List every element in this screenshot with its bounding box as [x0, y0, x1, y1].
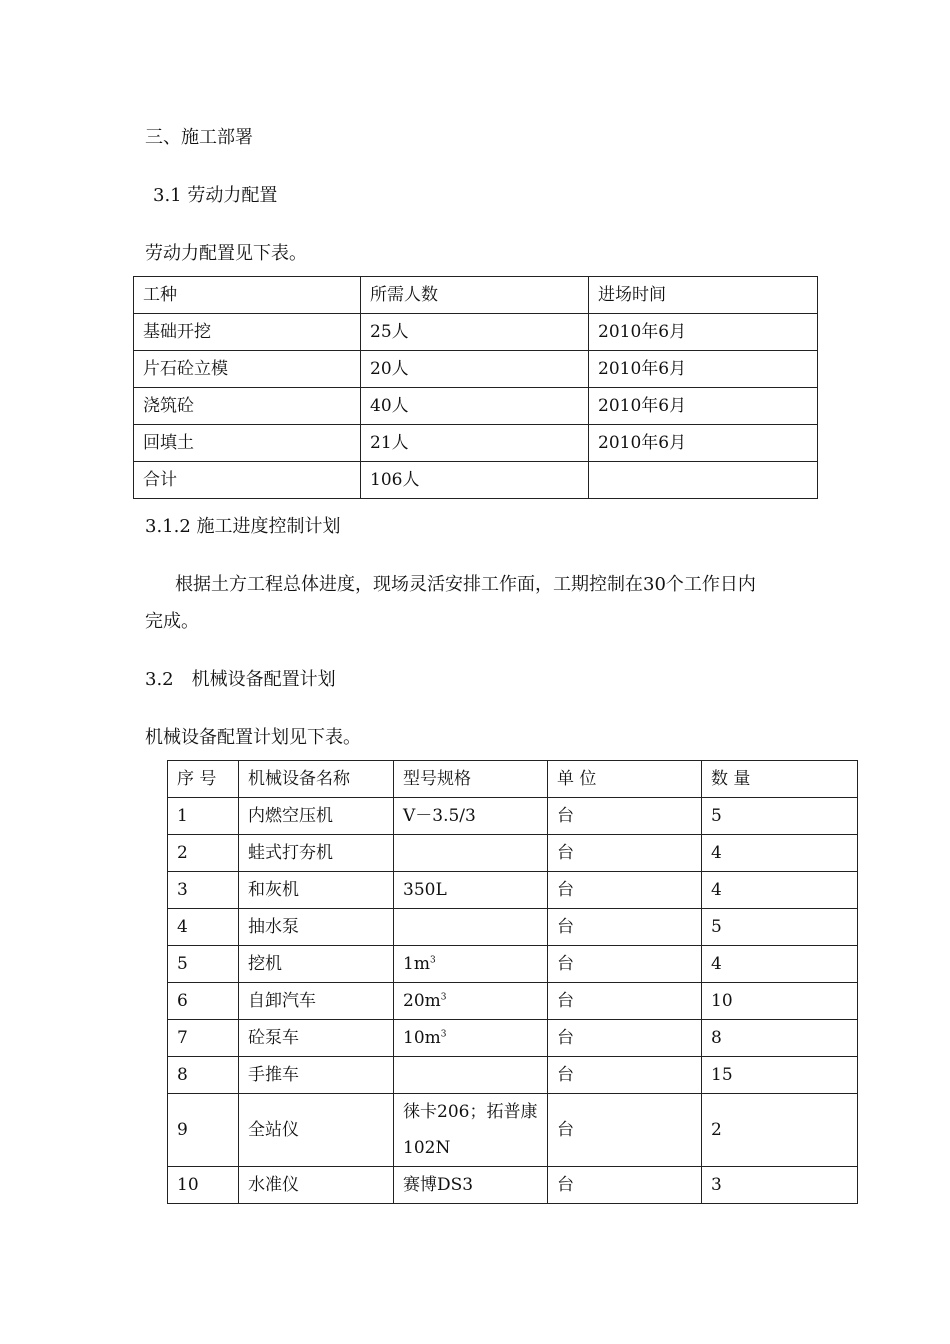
- table-cell: 台: [548, 1167, 702, 1204]
- table-cell: 5: [168, 946, 239, 983]
- table-row: [168, 1094, 858, 1167]
- table-cell: 6: [168, 983, 239, 1020]
- table-row: [168, 946, 858, 983]
- subheading-schedule: 3.1.2 施工进度控制计划: [145, 516, 341, 537]
- equipment-table-header: [168, 761, 858, 798]
- header-cell: 序 号: [168, 761, 239, 798]
- table-row: [134, 388, 818, 425]
- table-row: [168, 835, 858, 872]
- table-cell: 1: [168, 798, 239, 835]
- table-cell: 5: [702, 798, 858, 835]
- table-cell: 40人: [361, 388, 589, 425]
- schedule-text-line-1: 根据土方工程总体进度，现场灵活安排工作面，工期控制在30个工作日内: [175, 574, 756, 595]
- table-cell: 4: [702, 835, 858, 872]
- table-cell: $20m^3$: [394, 983, 548, 1020]
- table-cell: 砼泵车: [239, 1020, 394, 1057]
- table-cell: 4: [702, 946, 858, 983]
- table-row: [134, 314, 818, 351]
- labor-table-header: [134, 277, 818, 314]
- table-cell: 21人: [361, 425, 589, 462]
- table-row: [168, 872, 858, 909]
- table-cell: 台: [548, 872, 702, 909]
- table-cell: 赛博DS3: [394, 1167, 548, 1204]
- table-cell: 回填土: [134, 425, 361, 462]
- table-cell: 内燃空压机: [239, 798, 394, 835]
- table-cell: 2010年6月: [589, 388, 818, 425]
- table-cell: 3: [702, 1167, 858, 1204]
- table-row: [168, 983, 858, 1020]
- table-cell: 徕卡206；拓普康102N: [394, 1094, 548, 1167]
- table-cell: 台: [548, 1057, 702, 1094]
- table-cell: 7: [168, 1020, 239, 1057]
- table-row: [168, 798, 858, 835]
- table-cell: 浇筑砼: [134, 388, 361, 425]
- table-cell: [589, 462, 818, 499]
- table-cell: [394, 1057, 548, 1094]
- table-row-total: [134, 462, 818, 499]
- equipment-table: [167, 760, 858, 1204]
- table-cell: 25人: [361, 314, 589, 351]
- table-cell: 台: [548, 1020, 702, 1057]
- schedule-text-line-2: 完成。: [145, 611, 199, 632]
- table-row: [168, 1057, 858, 1094]
- table-cell: 台: [548, 909, 702, 946]
- table-row: [134, 351, 818, 388]
- subheading-equipment: 3.2 机械设备配置计划: [145, 669, 336, 690]
- table-cell: $1m^3$: [394, 946, 548, 983]
- section-heading: 三、施工部署: [145, 127, 253, 148]
- table-cell: 2: [168, 835, 239, 872]
- table-cell: 片石砼立模: [134, 351, 361, 388]
- table-cell: 350L: [394, 872, 548, 909]
- table-cell: 蛙式打夯机: [239, 835, 394, 872]
- table-cell: 台: [548, 946, 702, 983]
- table-cell: 10: [702, 983, 858, 1020]
- table-cell: 8: [702, 1020, 858, 1057]
- table-cell: 抽水泵: [239, 909, 394, 946]
- table-cell: 台: [548, 835, 702, 872]
- table-cell: 9: [168, 1094, 239, 1167]
- subheading-labor: 3.1 劳动力配置: [153, 185, 278, 206]
- table-cell: 20人: [361, 351, 589, 388]
- table-cell: [394, 909, 548, 946]
- table-cell: 3: [168, 872, 239, 909]
- table-row: [168, 909, 858, 946]
- header-cell: 型号规格: [394, 761, 548, 798]
- table-cell: 10: [168, 1167, 239, 1204]
- table-cell: 全站仪: [239, 1094, 394, 1167]
- table-cell: 5: [702, 909, 858, 946]
- header-cell: 所需人数: [361, 277, 589, 314]
- table-cell: 2: [702, 1094, 858, 1167]
- table-cell: 2010年6月: [589, 314, 818, 351]
- table-cell: [394, 835, 548, 872]
- table-cell: $10m^3$: [394, 1020, 548, 1057]
- header-cell: 单 位: [548, 761, 702, 798]
- table-cell: 4: [168, 909, 239, 946]
- table-cell: 基础开挖: [134, 314, 361, 351]
- table-cell: 台: [548, 983, 702, 1020]
- table-cell: 挖机: [239, 946, 394, 983]
- table-cell: 手推车: [239, 1057, 394, 1094]
- table-cell: 台: [548, 1094, 702, 1167]
- labor-table: [133, 276, 818, 499]
- header-cell: 机械设备名称: [239, 761, 394, 798]
- header-cell: 数 量: [702, 761, 858, 798]
- table-row: [168, 1020, 858, 1057]
- labor-intro: 劳动力配置见下表。: [145, 243, 307, 264]
- table-cell: V－3.5/3: [394, 798, 548, 835]
- table-cell: 2010年6月: [589, 425, 818, 462]
- table-cell: 水准仪: [239, 1167, 394, 1204]
- table-cell: 自卸汽车: [239, 983, 394, 1020]
- header-cell: 工种: [134, 277, 361, 314]
- table-cell: 台: [548, 798, 702, 835]
- table-row: [168, 1167, 858, 1204]
- table-cell: 15: [702, 1057, 858, 1094]
- table-cell: 2010年6月: [589, 351, 818, 388]
- table-cell: 106人: [361, 462, 589, 499]
- table-row: [134, 425, 818, 462]
- header-cell: 进场时间: [589, 277, 818, 314]
- table-cell: 和灰机: [239, 872, 394, 909]
- table-cell: 合计: [134, 462, 361, 499]
- table-cell: 4: [702, 872, 858, 909]
- table-cell: 8: [168, 1057, 239, 1094]
- equipment-intro: 机械设备配置计划见下表。: [145, 727, 361, 748]
